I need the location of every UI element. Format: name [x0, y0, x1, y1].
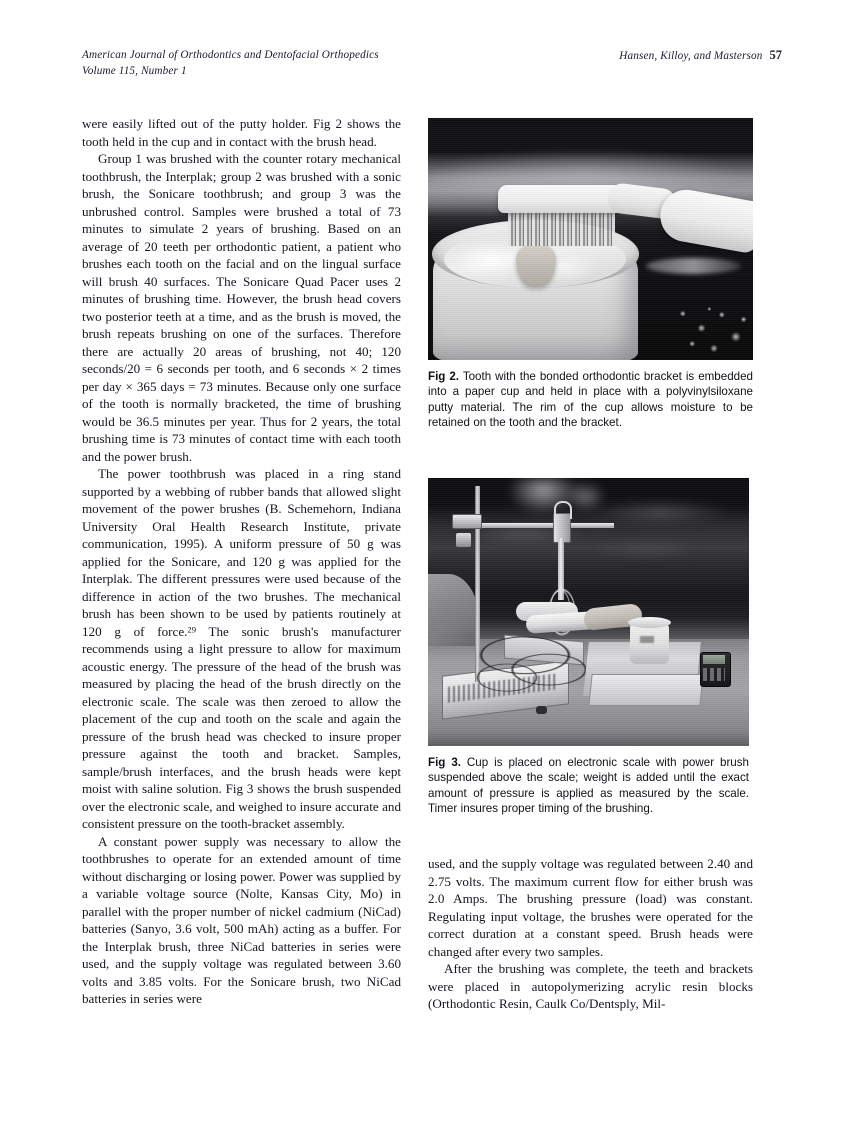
- figure-3: [428, 478, 749, 817]
- right-text-column: [428, 855, 753, 1013]
- photo3-clamp-upper: [452, 514, 482, 529]
- paragraph-voltage-continuation: used, and the supply voltage was regulated between 2.40 and 2.75 volts. The maximum current flow for either brush was 2.0 Amps. The brushing pressure (load) was constant. Regulating input voltage, the brushes were operated for the correct duration at a constant speed. Brush heads were changed after every two samples.: [428, 856, 753, 959]
- photo3-timer-buttons: [703, 668, 725, 681]
- photo3-suspension-hook: [554, 501, 572, 519]
- paragraph-ringstand-part1: The power toothbrush was placed in a ring stand supported by a webbing of rubber bands that allowed slight movement of the power brushes (B. Schemehorn, Indiana University Oral Health Research Institute, private communication, 1995). A uniform pressure of 50 g was applied for the Sonicare, and 120 g was applied for the Interplak. The different pressures were used because of the difference in action of the two brushes. The mechanical brush has been shown to be used by patients routinely at 120 g of force.: [82, 466, 401, 639]
- page-number: 57: [769, 48, 782, 62]
- figure-3-caption: [428, 746, 749, 817]
- paragraph-power-supply: A constant power supply was necessary to allow the toothbrushes to operate for an extended amount of time without discharging or losing power. Power was supplied by a variable voltage source (Nolte, Kansas City, Mo) in parallel with the proper number of nickel cadmium (NiCad) batteries (Sanyo, 3.6 volt, 500 mAh) acting as a buffer. For the Interplak brush, three NiCad batteries in series were used, and the supply voltage was regulated between 3.60 volts and 3.85 volts. For the Sonicare brush, two NiCad batteries in series were: [82, 833, 401, 1006]
- running-head: [82, 48, 782, 82]
- figure-2-number: Fig 2.: [428, 370, 460, 383]
- photo3-cup-rim: [628, 617, 671, 628]
- running-head-left: [82, 48, 379, 79]
- journal-title: American Journal of Orthodontics and Dentofacial Orthopedics: [82, 49, 379, 61]
- photo2-foam-texture: [675, 302, 753, 360]
- paragraph-continuation: were easily lifted out of the putty holder. Fig 2 shows the tooth held in the cup and in contact with the brush head.: [82, 116, 401, 149]
- left-text-column: [82, 115, 401, 1008]
- paragraph-groups: Group 1 was brushed with the counter rotary mechanical toothbrush, the Interplak; group 2 was brushed with a sonic brush, the Sonicare toothbrush; and group 3 was the unbrushed control. Samples were brushed a total of 73 minutes to simulate 2 years of brushing. Based on an average of 20 teeth per orthodontic patient, a patient who brushes each tooth on the facial and on the lingual surface will brush 40 surfaces. The Sonicare Quad Pacer uses 2 minutes of brushing time. However, the brush head covers two posterior teeth at a time, and as the brush is moved, the brush repeats brushing on one of the surfaces. Therefore there are actually 20 areas of brushing, not 40; 120 seconds/20 = 6 seconds per tooth, and 6 seconds × 2 times per day × 365 days = 73 minutes. Because only one surface of the tooth is normally bracketed, the time of brushing would be 36.5 minutes per year. Thus for 2 years, the total brushing time is 73 minutes of contact time with each tooth and the power brush.: [82, 151, 401, 464]
- figure-3-photograph: [428, 478, 749, 746]
- paragraph-ringstand: [82, 465, 401, 833]
- figure-2: [428, 118, 753, 431]
- figure-2-caption-text: Tooth with the bonded orthodontic bracket is embedded into a paper cup and held in place with a polyvinylsiloxane putty material. The rim of the cup allows moisture to be retained on the tooth and the bracket.: [428, 370, 753, 430]
- photo3-timer-display: [703, 655, 725, 664]
- figure-2-caption: [428, 360, 753, 431]
- photo2-brush-head: [498, 185, 623, 213]
- figure-3-caption-text: Cup is placed on electronic scale with power brush suspended above the scale; weight is added until the exact amount of pressure is applied as measured by the scale. Timer insures proper timing of the brushing.: [428, 756, 749, 816]
- photo3-crossbar: [466, 523, 614, 528]
- photo2-tooth: [516, 243, 556, 287]
- figure-2-photograph: [428, 118, 753, 360]
- volume-issue: Volume 115, Number 1: [82, 64, 187, 77]
- author-names: Hansen, Killoy, and Masterson: [619, 50, 763, 62]
- paragraph-after-brushing: After the brushing was complete, the teeth and brackets were placed in autopolymerizing acrylic resin blocks (Orthodontic Resin, Caulk Co/Dentsply, Mil-: [428, 961, 753, 1011]
- figure-3-number: Fig 3.: [428, 756, 461, 769]
- photo2-brush-bristles: [508, 209, 615, 246]
- photo3-electronic-scale-body: [588, 674, 703, 706]
- running-head-right: [619, 48, 782, 63]
- paragraph-ringstand-part2: The sonic brush's manufacturer recommends using a light pressure to allow for maximum acoustic energy. The pressure of the head of the brush was measured by placing the head of the brush directly on the electronic scale. The scale was then zeroed to allow the placement of the cup and tooth on the scale and again the pressure of the brush head was checked to insure proper pressure against the tooth and bracket. Samples, sample/brush interfaces, and the brush heads were kept moist with saline solution. Fig 3 shows the brush suspended over the electronic scale, and weighed to insure accurate and consistent pressure on the tooth-bracket assembly.: [82, 623, 401, 831]
- photo3-clamp-lower: [456, 533, 471, 547]
- photo2-surface-smear: [646, 258, 741, 274]
- reference-marker-29: 29: [187, 623, 197, 634]
- photo3-cup-marking: [640, 636, 654, 643]
